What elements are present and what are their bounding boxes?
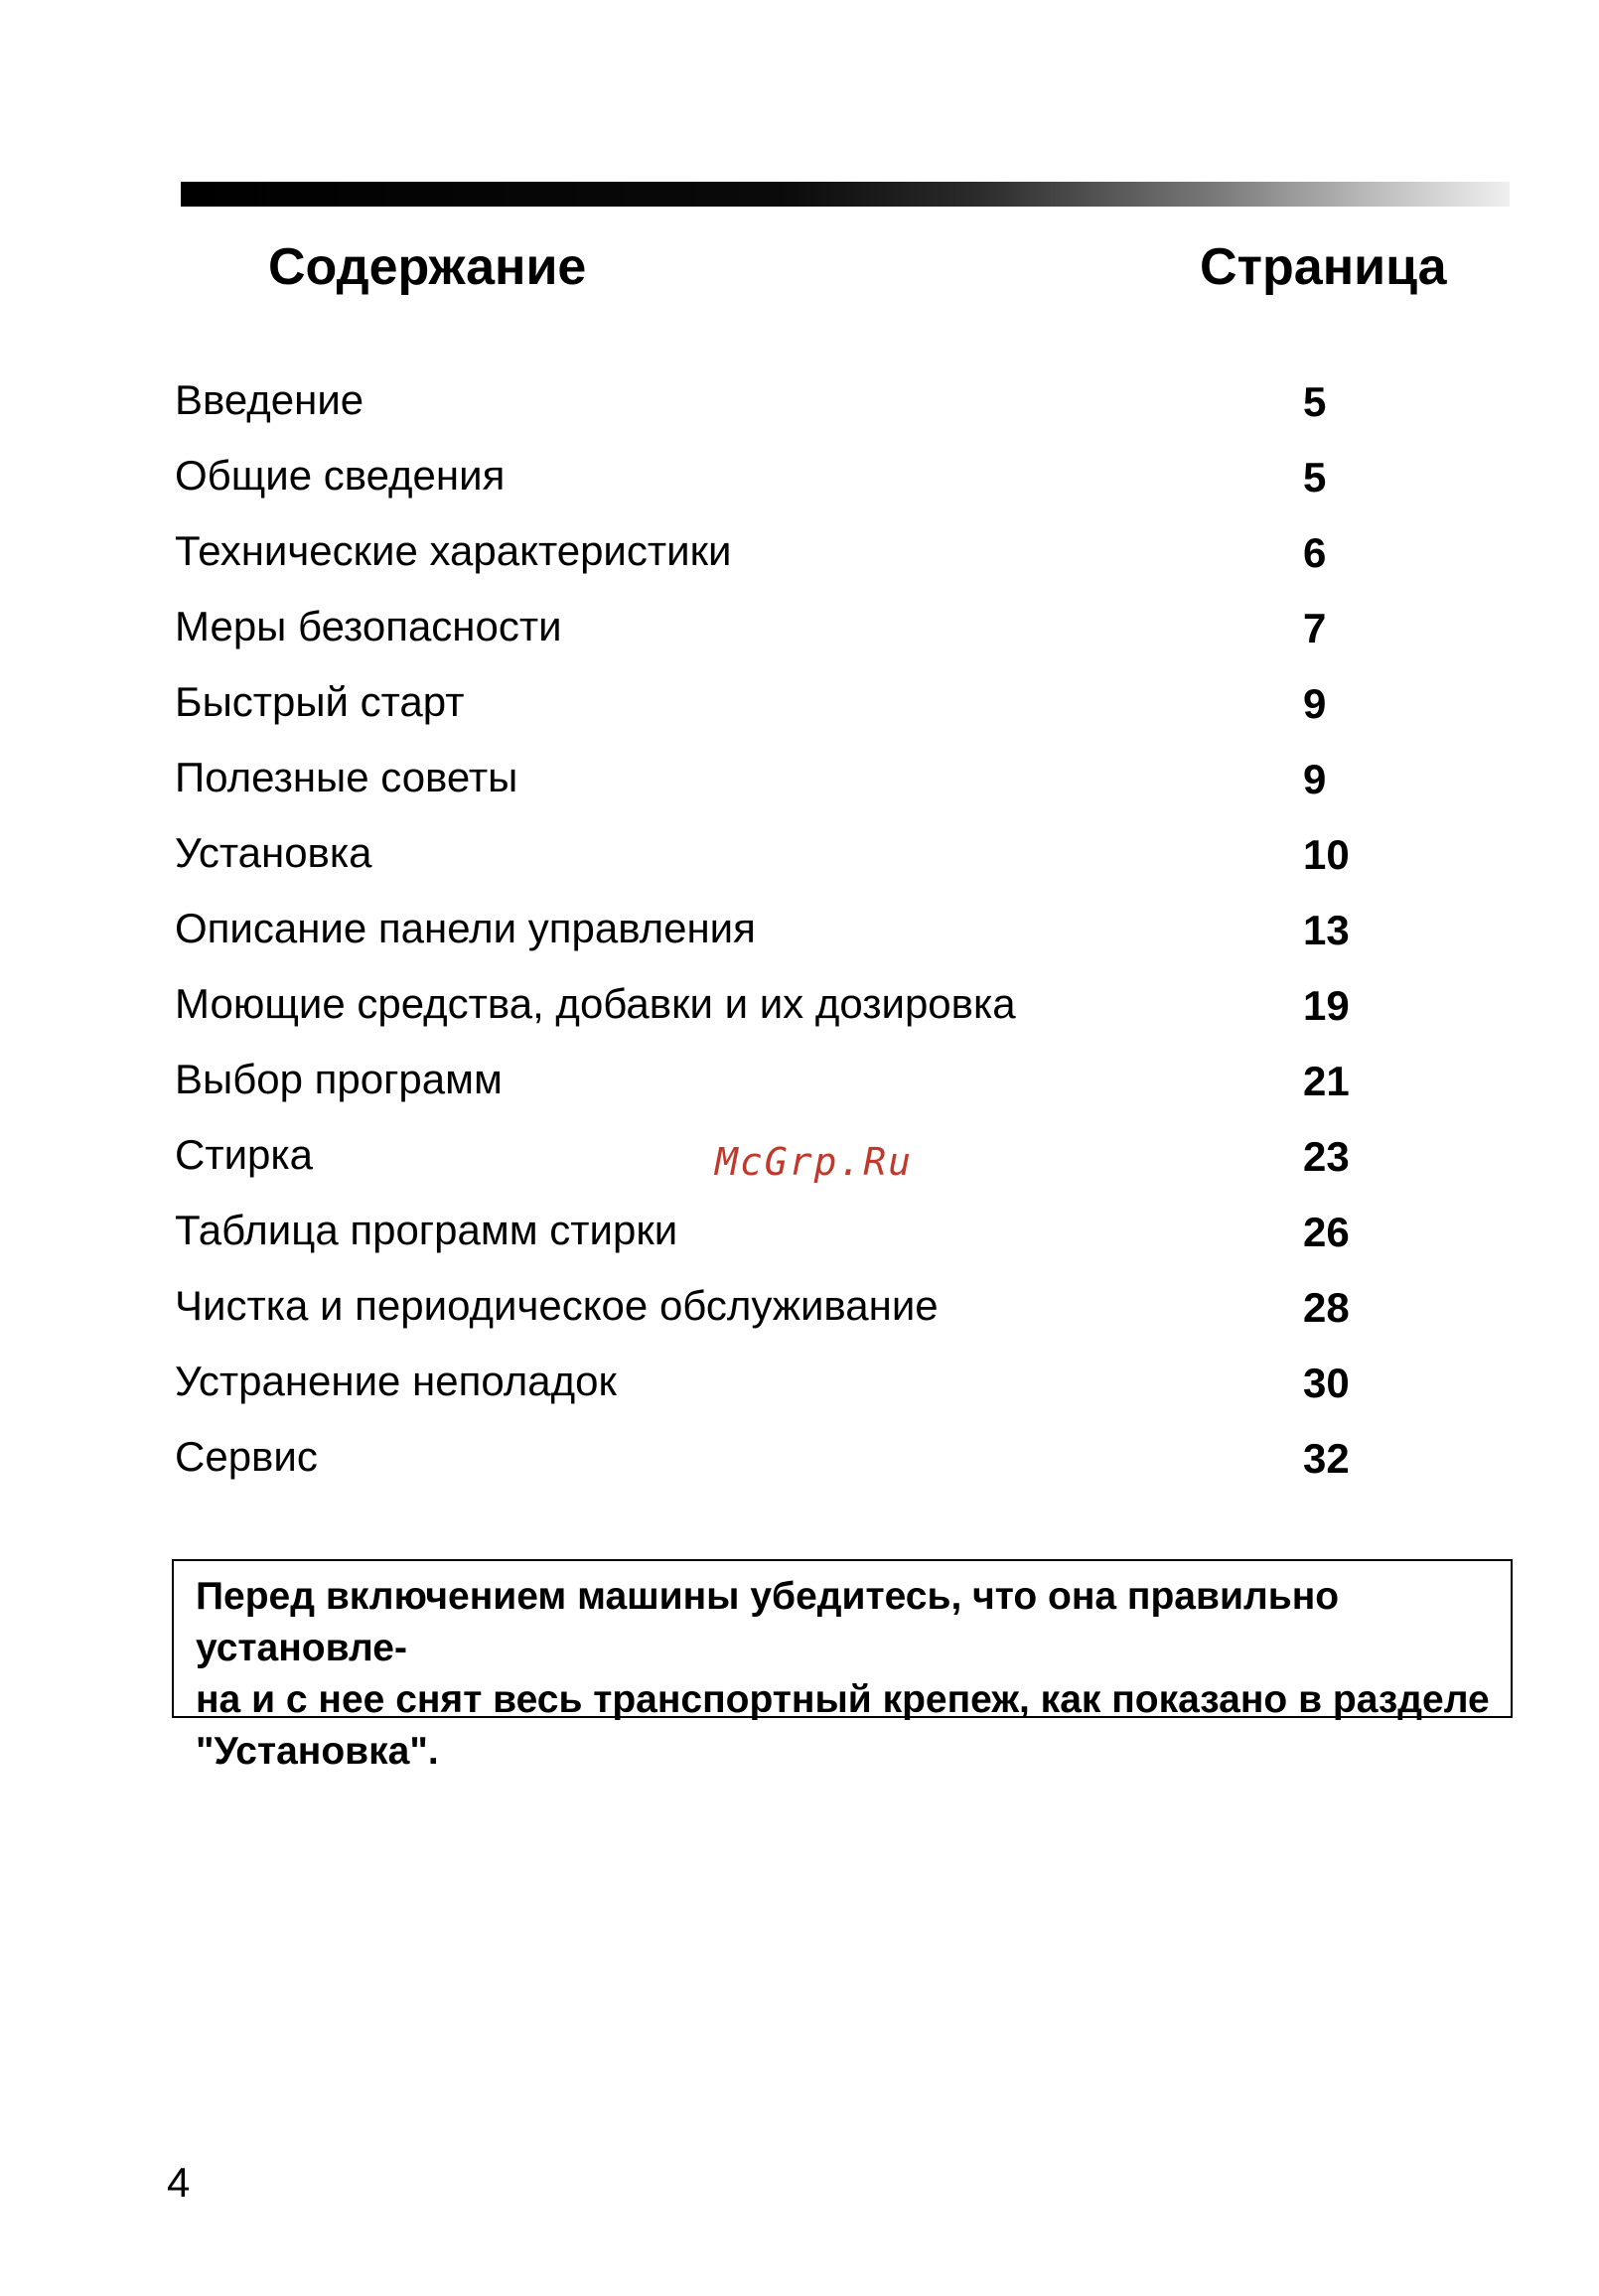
- notice-line: Перед включением машины убедитесь, что она правильно установле-: [196, 1575, 1340, 1669]
- toc-entry[interactable]: [0, 971, 1599, 1047]
- toc-entry-title: Устранение неполадок: [175, 1358, 617, 1404]
- toc-entry-title: Таблица программ стирки: [175, 1207, 678, 1253]
- toc-entry-page: 32: [1303, 1435, 1350, 1482]
- toc-entry[interactable]: [0, 367, 1599, 443]
- toc-entry-page: 30: [1303, 1360, 1350, 1406]
- toc-entry-page: 21: [1303, 1058, 1350, 1104]
- contents-heading: Содержание: [268, 238, 587, 296]
- notice-text: [196, 1571, 1491, 1778]
- table-of-contents: [0, 367, 1599, 1500]
- toc-entry-page: 23: [1303, 1133, 1350, 1180]
- page-column-heading: Страница: [1200, 238, 1447, 296]
- toc-entry-title: Стирка: [175, 1131, 314, 1178]
- toc-entry[interactable]: [0, 745, 1599, 820]
- toc-entry-title: Сервис: [175, 1433, 318, 1480]
- toc-entry-title: Полезные советы: [175, 754, 518, 800]
- toc-entry[interactable]: [0, 896, 1599, 971]
- toc-entry-title: Меры безопасности: [175, 603, 562, 649]
- toc-entry-title: Общие сведения: [175, 452, 506, 499]
- watermark-text: McGrp.Ru: [715, 1140, 914, 1184]
- toc-entry-page: 5: [1303, 454, 1327, 501]
- page-number: 4: [167, 2159, 191, 2206]
- toc-entry-title: Технические характеристики: [175, 527, 732, 574]
- toc-entry-page: 5: [1303, 378, 1327, 425]
- toc-entry[interactable]: [0, 1047, 1599, 1122]
- toc-entry[interactable]: [0, 1198, 1599, 1273]
- toc-entry[interactable]: [0, 518, 1599, 594]
- toc-entry-page: 28: [1303, 1284, 1350, 1331]
- header-decorative-bar: [181, 182, 1510, 207]
- toc-entry[interactable]: [0, 1273, 1599, 1349]
- notice-line: на и с нее снят весь транспортный крепеж, как показано в разделе: [196, 1678, 1490, 1721]
- toc-entry-page: 19: [1303, 982, 1350, 1029]
- toc-entry[interactable]: [0, 669, 1599, 745]
- toc-entry-page: 26: [1303, 1209, 1350, 1255]
- toc-entry-page: 6: [1303, 529, 1327, 576]
- toc-entry[interactable]: [0, 443, 1599, 518]
- toc-entry-page: 9: [1303, 756, 1327, 802]
- toc-entry-page: 9: [1303, 680, 1327, 727]
- notice-line: "Установка".: [196, 1730, 439, 1773]
- toc-entry-title: Чистка и периодическое обслуживание: [175, 1282, 939, 1329]
- toc-entry-title: Описание панели управления: [175, 905, 756, 951]
- toc-entry[interactable]: [0, 1424, 1599, 1500]
- toc-entry[interactable]: [0, 1349, 1599, 1424]
- toc-entry-title: Быстрый старт: [175, 678, 465, 725]
- toc-entry-page: 13: [1303, 907, 1350, 953]
- toc-entry-title: Установка: [175, 829, 372, 876]
- toc-entry[interactable]: [0, 820, 1599, 896]
- notice-box: [172, 1559, 1513, 1773]
- toc-entry-page: 7: [1303, 605, 1327, 651]
- toc-entry-title: Введение: [175, 376, 364, 423]
- toc-entry-title: Выбор программ: [175, 1056, 503, 1102]
- toc-entry-title: Моющие средства, добавки и их дозировка: [175, 980, 1016, 1027]
- toc-entry[interactable]: [0, 594, 1599, 669]
- toc-entry-page: 10: [1303, 831, 1350, 878]
